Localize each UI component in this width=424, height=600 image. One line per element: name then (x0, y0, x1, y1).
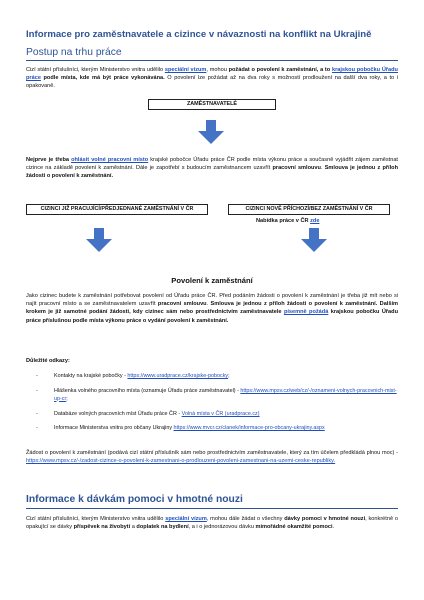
paragraph-application-note: Žádost o povolení k zaměstnání (podává cizí státní příslušník sám nebo prostřednictvím zaměstnavatele, který za tím účelem předkládá plnou moc) - https://www.mpsv.cz/-/zadost-cizince-o-povoleni-k-zamestnani-o-prodlouzeni-povoleni-zamestnani-na-uzemi-ceske-republiky. (26, 450, 398, 465)
special-visa-link[interactable]: speciální vízum (164, 67, 207, 73)
special-visa-link-2[interactable]: speciální vízum (165, 516, 207, 522)
application-form-link[interactable]: https://www.mpsv.cz/-/zadost-cizince-o-povoleni-k-zamestnani-o-prodlouzeni-povoleni-zamestnani-na-uzemi-ceske-republiky. (26, 458, 336, 465)
report-vacancy-link[interactable]: ohlásit volné pracovní místo (71, 157, 149, 163)
employers-box: ZAMĚSTNAVATELÉ (148, 99, 276, 110)
regional-contacts-link[interactable]: https://www.uradprace.cz/krajske-pobocky (127, 373, 229, 379)
vacancy-database-link[interactable]: Volná místa v ČR (uradprace.cz) (181, 411, 260, 417)
paragraph-visa-intro: Cizí státní příslušníci, kterým Ministerstvo vnitra udělilo speciální vízum, mohou požádat o povolení k zaměstnání, a to krajskou pobočku Úřadu práce podle místa, kde má být práce vykonávána. O povolení lze požádat až na dva roky s možností prodloužení na další dva roky, a to i opakovaně. (26, 67, 398, 90)
important-links-heading: Důležité odkazy: (26, 358, 70, 364)
list-item: - Hlášenka volného pracovního místa (oznamuje Úřadu práce zaměstnavatel) - https://www.mpsv.cz/web/cz/-/oznameni-volnych-pracovnich-mist-up-cr; (36, 388, 397, 402)
regional-office-link[interactable]: krajskou pobočku Úřadu práce (26, 67, 398, 82)
written-application-link[interactable]: písemně požádá (283, 309, 329, 316)
vacancy-notice-link[interactable]: https://www.mpsv.cz/web/cz/-/oznameni-volnych-pracovnich-mist-up-cr (54, 388, 397, 402)
section-title-material-need: Informace k dávkám pomoci v hmotné nouzi (26, 494, 243, 505)
list-item: - Kontakty na krajské pobočky - https://www.uradprace.cz/krajske-pobocky; (36, 373, 230, 379)
document-heading: Informace pro zaměstnavatele a cizince v návaznosti na konflikt na Ukrajině (26, 29, 372, 40)
arrow-down-icon (86, 228, 112, 252)
list-item: - Informace Ministerstva vnitra pro občany Ukrajiny https://www.mvcr.cz/clanek/informace-pro-obcany-ukrajiny.aspx (36, 425, 325, 431)
paragraph-material-need: Cizí státní příslušníci, kterým Ministerstvo vnitra udělilo speciální vízum, mohou dále žádat o všechny dávky pomoci v hmotné nouzi, konkrétně o opakující se dávky příspěvek na živobytí a doplatek na bydlení, a i o jednorázovou dávku mimořádné okamžité pomoci. (26, 516, 398, 531)
paragraph-report-vacancy: Nejprve je třeba ohlásit volné pracovní místo krajské pobočce Úřadu práce ČR podle místa výkonu práce a současně vyjádřit zájem zaměstnat cizince na základě povolení k zaměstnání. Dále je zapotřebí s budoucím zaměstnancem uzavřít pracovní smlouvu. Smlouva je jednou z příloh žádosti o povolení k zaměstnání. (26, 157, 399, 180)
section-title-labor-market: Postup na trhu práce (26, 47, 122, 58)
box-newly-arrived: CIZINCI NOVĚ PŘÍCHOZÍ/BEZ ZAMĚSTNÁNÍ V ČR (228, 204, 390, 215)
section-underline (26, 60, 398, 61)
interior-ministry-link[interactable]: https://www.mvcr.cz/clanek/informace-pro-obcany-ukrajiny.aspx (173, 425, 325, 431)
paragraph-work-permit: Jako cizinec budete k zaměstnání potřebovat povolení od Úřadu práce ČR. Před podáním žádosti o povolení k zaměstnání je třeba již mít nebo si najít pracovní místo a se zaměstnavatelem uzavřít pracovní smlouvu. Smlouva je jednou z příloh žádosti o povolení k zaměstnání. Dalším krokem je již samotné podání žádosti, kdy cizinec sám nebo prostřednictvím zaměstnavatele písemně požádá krajskou pobočku Úřadu práce příslušnou podle místa výkonu práce o vydání povolení k zaměstnání. (26, 293, 398, 324)
section-underline (26, 508, 398, 509)
section-title-work-permit: Povolení k zaměstnání (171, 276, 253, 285)
arrow-down-icon (301, 228, 327, 252)
job-offers-line: Nabídka práce v ČR zde (256, 218, 320, 224)
box-already-working: CIZINCI JIŽ PRACUJÍCÍ/PŘEDJEDNANÉ ZAMĚSTNÁNÍ V ČR (26, 204, 208, 215)
list-item: - Databáze volných pracovních míst Úřadu práce ČR - Volná místa v ČR (uradprace.cz) (36, 411, 260, 417)
job-offers-link[interactable]: zde (310, 218, 320, 224)
arrow-down-icon (198, 120, 224, 144)
